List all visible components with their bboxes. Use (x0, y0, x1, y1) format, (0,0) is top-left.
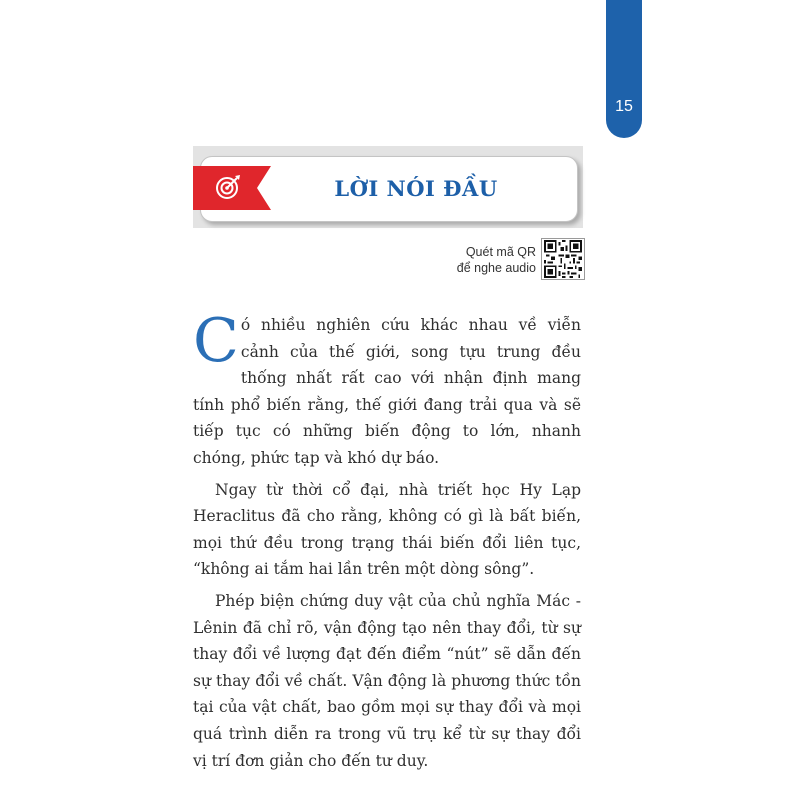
paragraph-2: Ngay từ thời cổ đại, nhà triết học Hy Lạp Heraclitus đã cho rằng, không có gì là bất biến, mọi thứ đều trong trạng thái biến đổi liên tục, “không ai tắm hai lần trên một dòng sông”. (193, 480, 581, 579)
qr-code-icon (544, 240, 582, 278)
page-number: 15 (615, 98, 633, 115)
section-title: LỜI NÓI ĐẦU (334, 176, 498, 201)
paragraph-3: Phép biện chứng duy vật của chủ nghĩa Mác - Lênin đã chỉ rõ, vận động tạo nên thay đổi, từ sự thay đổi về lượng đạt đến điểm “nút” sẽ dẫn đến sự thay đổi về chất. Vận động là phương thức tồn tại của vật chất, bao gồm mọi sự thay đổi và mọi quá trình diễn ra trong vũ trụ kể từ sự thay đổi vị trí đơn giản cho đến tư duy. (193, 591, 581, 770)
page-number-tab (606, 0, 642, 138)
body-text (193, 306, 581, 779)
qr-caption-line2: để nghe audio (456, 261, 536, 275)
qr-caption (430, 244, 536, 276)
qr-caption-line1: Quét mã QR (465, 245, 536, 259)
paragraph-1-text: ó nhiều nghiên cứu khác nhau về viễn cảnh của thế giới, song tựu trung đều thống nhất rất cao với nhận định mang tính phổ biến rằng, thế giới đang trải qua và sẽ tiếp tục có những biến động to lớn, nhanh chóng, phức tạp và khó dự báo. (193, 316, 581, 467)
drop-cap: C (193, 306, 239, 376)
paragraph-1 (193, 306, 581, 472)
qr-code[interactable] (541, 238, 585, 280)
